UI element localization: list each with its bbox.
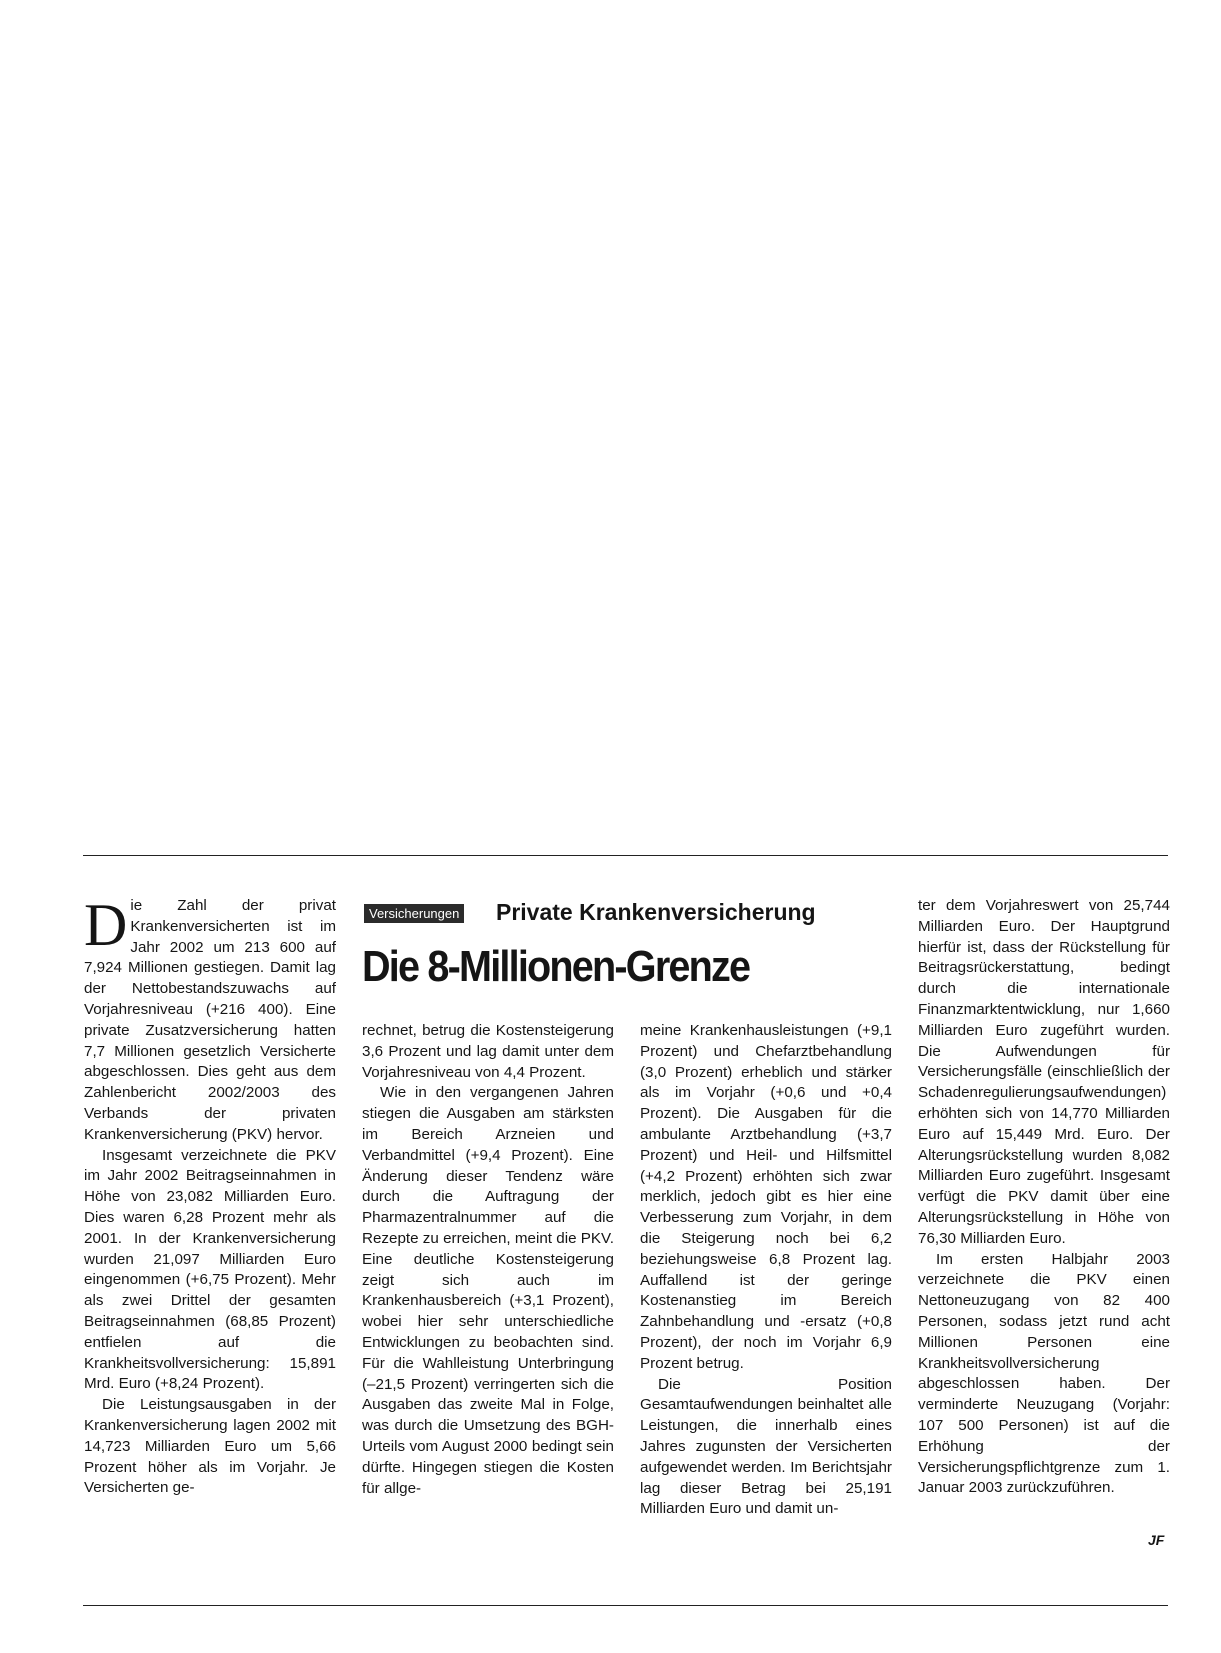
drop-cap: D — [84, 892, 128, 958]
paragraph: Die Leistungsausgaben in der Krankenversicherung lagen 2002 mit 14,723 Milliarden Euro um 5,66 Prozent höher als im Vorjahr. Je Versicherten ge- — [84, 1396, 336, 1497]
paragraph: Wie in den vergangenen Jahren stiegen die Ausgaben am stärksten im Bereich Arzneien und Verbandmittel (+9,4 Prozent). Eine Änderung dieser Tendenz wäre durch die Auftragung der Pharmazentralnummer auf die Rezepte zu erreichen, meint die PKV. Eine deutliche Kostensteigerung zeigt sich auch im Krankenhausbereich (+3,1 Prozent), wobei hier sehr unterschiedliche Entwicklungen zu beobachten sind. Für die Wahlleistung Unterbringung (–21,5 Prozent) verringerten sich die Ausgaben das zweite Mal in Folge, was durch die Umsetzung des BGH-Urteils vom August 2000 bedingt sein dürfte. Hingegen stiegen die Kosten für allge- — [362, 1084, 614, 1497]
article-column-4 — [918, 896, 1170, 1499]
paragraph — [84, 892, 336, 1146]
paragraph: Im ersten Halbjahr 2003 verzeichnete die PKV einen Nettoneuzugang von 82 400 Personen, sodass jetzt rund acht Millionen Personen eine Krankheitsvollversicherung abgeschlossen haben. Der verminderte Neuzugang (Vorjahr: 107 500 Personen) ist auf die Erhöhung der Versicherungspflichtgrenze zum 1. Januar 2003 zurückzuführen. — [918, 1250, 1170, 1497]
paragraph: meine Krankenhausleistungen (+9,1 Prozent) und Chefarztbehandlung (3,0 Prozent) erheblich und stärker als im Vorjahr (+0,6 und +0,4 Prozent). Die Ausgaben für die ambulante Arztbehandlung (+3,7 Prozent) und Heil- und Hilfsmittel (+4,2 Prozent) erhöhten sich zwar merklich, jedoch gibt es hier eine Verbesserung zum Vorjahr, in dem die Steigerung noch bei 6,2 beziehungsweise 6,8 Prozent lag. Auffallend ist der geringe Kostenanstieg im Bereich Zahnbehandlung und -ersatz (+0,8 Prozent), der noch im Vorjahr 6,9 Prozent betrug. — [640, 1022, 892, 1372]
paragraph: Die Position Gesamtaufwendungen beinhaltet alle Leistungen, die innerhalb eines Jahres zugunsten der Versicherten aufgewendet werden. Im Berichtsjahr lag dieser Betrag bei 25,191 Milliarden Euro und damit un- — [640, 1375, 892, 1518]
article-headline: Die 8-Millionen-Grenze — [362, 942, 750, 991]
paragraph: rechnet, betrug die Kostensteigerung 3,6 Prozent und lag damit unter dem Vorjahresniveau von 4,4 Prozent. — [362, 1022, 614, 1081]
article-column-3 — [640, 1021, 892, 1520]
section-rubric: Versicherungen — [364, 904, 464, 923]
article-kicker: Private Krankenversicherung — [496, 899, 816, 925]
article-column-2 — [362, 1021, 614, 1499]
author-initials: JF — [1148, 1532, 1165, 1548]
paragraph-text: ie Zahl der privat Krankenversicherten ist im Jahr 2002 um 213 600 auf 7,924 Millionen gestiegen. Damit lag der Nettobestandszuwachs auf Vorjahresniveau (+216 400). Eine private Zusatzversicherung hatten 7,7 Millionen gesetzlich Versicherte abgeschlossen. Dies geht aus dem Zahlenbericht 2002/2003 des Verbands der privaten Krankenversicherung (PKV) hervor. — [84, 897, 336, 1143]
article-column-1 — [84, 892, 336, 1499]
paragraph: Insgesamt verzeichnete die PKV im Jahr 2002 Beitragseinnahmen in Höhe von 23,082 Milliarden Euro. Dies waren 6,28 Prozent mehr als 2001. In der Krankenversicherung wurden 21,097 Milliarden Euro eingenommen (+6,75 Prozent). Mehr als zwei Drittel der gesamten Beitragseinnahmen (68,85 Prozent) entfielen auf die Krankheitsvollversicherung: 15,891 Mrd. Euro (+8,24 Prozent). — [84, 1146, 336, 1393]
top-divider — [83, 855, 1168, 856]
paragraph: ter dem Vorjahreswert von 25,744 Milliarden Euro. Der Hauptgrund hierfür ist, dass der Rückstellung für Beitragsrückerstattung, bedingt durch die internationale Finanzmarktentwicklung, nur 1,660 Milliarden Euro zugeführt wurden. Die Aufwendungen für Versicherungsfälle (einschließlich der Schadenregulierungsaufwendungen) erhöhten sich von 14,770 Milliarden Euro auf 15,449 Mrd. Euro. Der Alterungsrückstellung wurden 8,082 Milliarden Euro zugeführt. Insgesamt verfügt die PKV damit über eine Alterungsrückstellung in Höhe von 76,30 Milliarden Euro. — [918, 897, 1170, 1247]
bottom-divider — [83, 1605, 1168, 1606]
